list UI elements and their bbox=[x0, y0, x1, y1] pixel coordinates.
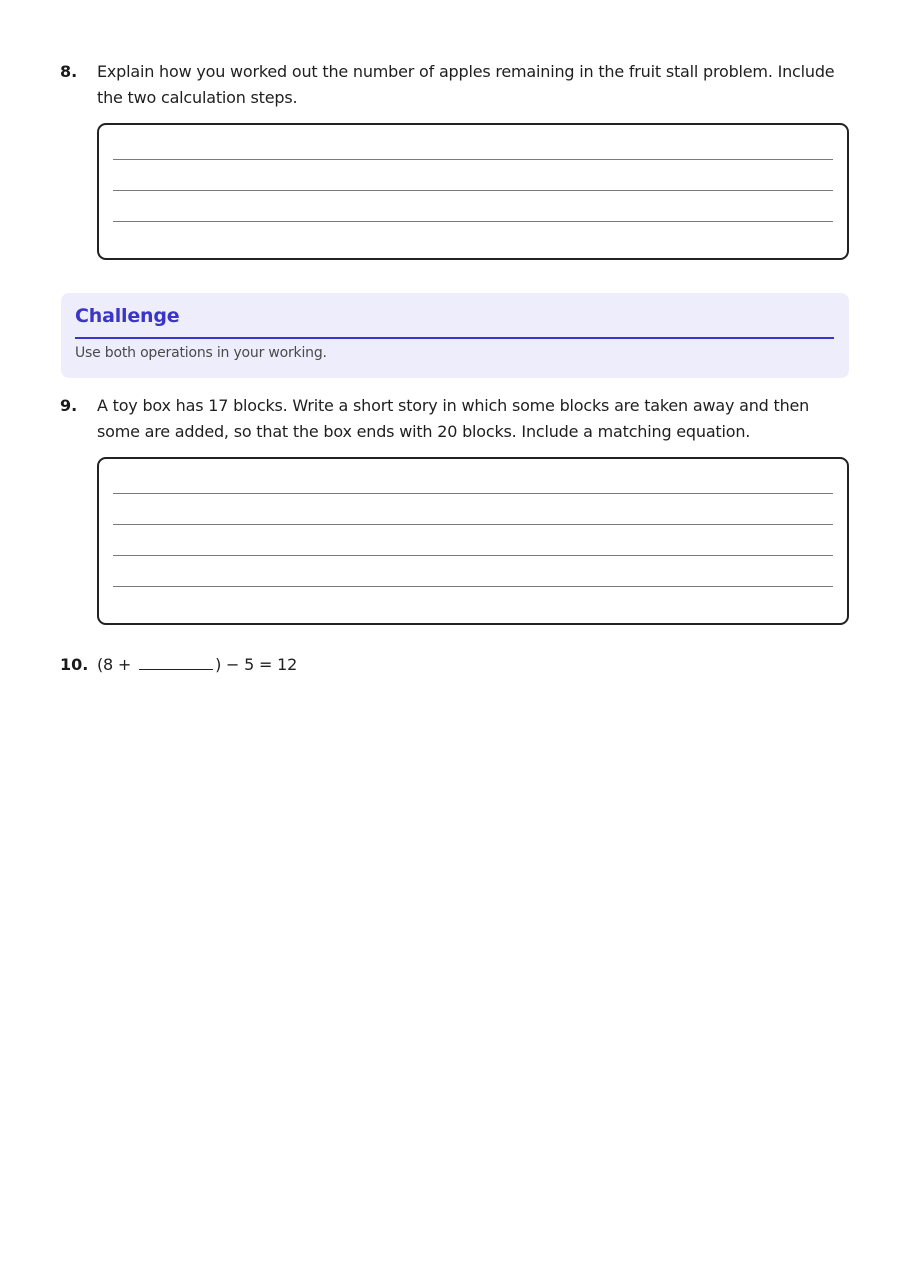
writing-line bbox=[113, 221, 833, 222]
question-number: 8. bbox=[60, 62, 78, 81]
writing-line bbox=[113, 524, 833, 525]
writing-line bbox=[113, 493, 833, 494]
equation-suffix: ) − 5 = 12 bbox=[215, 655, 298, 674]
answer-box-q8[interactable] bbox=[97, 123, 849, 260]
question-equation bbox=[97, 652, 849, 678]
challenge-text: Use both operations in your working. bbox=[75, 345, 327, 361]
question-text: A toy box has 17 blocks. Write a short story in which some blocks are taken away and then some are added, so that the box ends with 20 blocks. Include a matching equation. bbox=[97, 396, 810, 441]
question-text: Explain how you worked out the number of apples remaining in the fruit stall problem. Include the two calculation steps. bbox=[97, 62, 835, 107]
answer-box-q9[interactable] bbox=[97, 457, 849, 625]
question-number: 9. bbox=[60, 396, 78, 415]
question-number: 10. bbox=[60, 655, 89, 674]
challenge-callout bbox=[61, 293, 849, 378]
challenge-divider bbox=[75, 337, 834, 339]
answer-blank[interactable] bbox=[139, 652, 213, 670]
equation-prefix: (8 + bbox=[97, 655, 132, 674]
writing-line bbox=[113, 555, 833, 556]
challenge-title: Challenge bbox=[75, 305, 180, 327]
writing-line bbox=[113, 586, 833, 587]
writing-line bbox=[113, 159, 833, 160]
writing-line bbox=[113, 190, 833, 191]
